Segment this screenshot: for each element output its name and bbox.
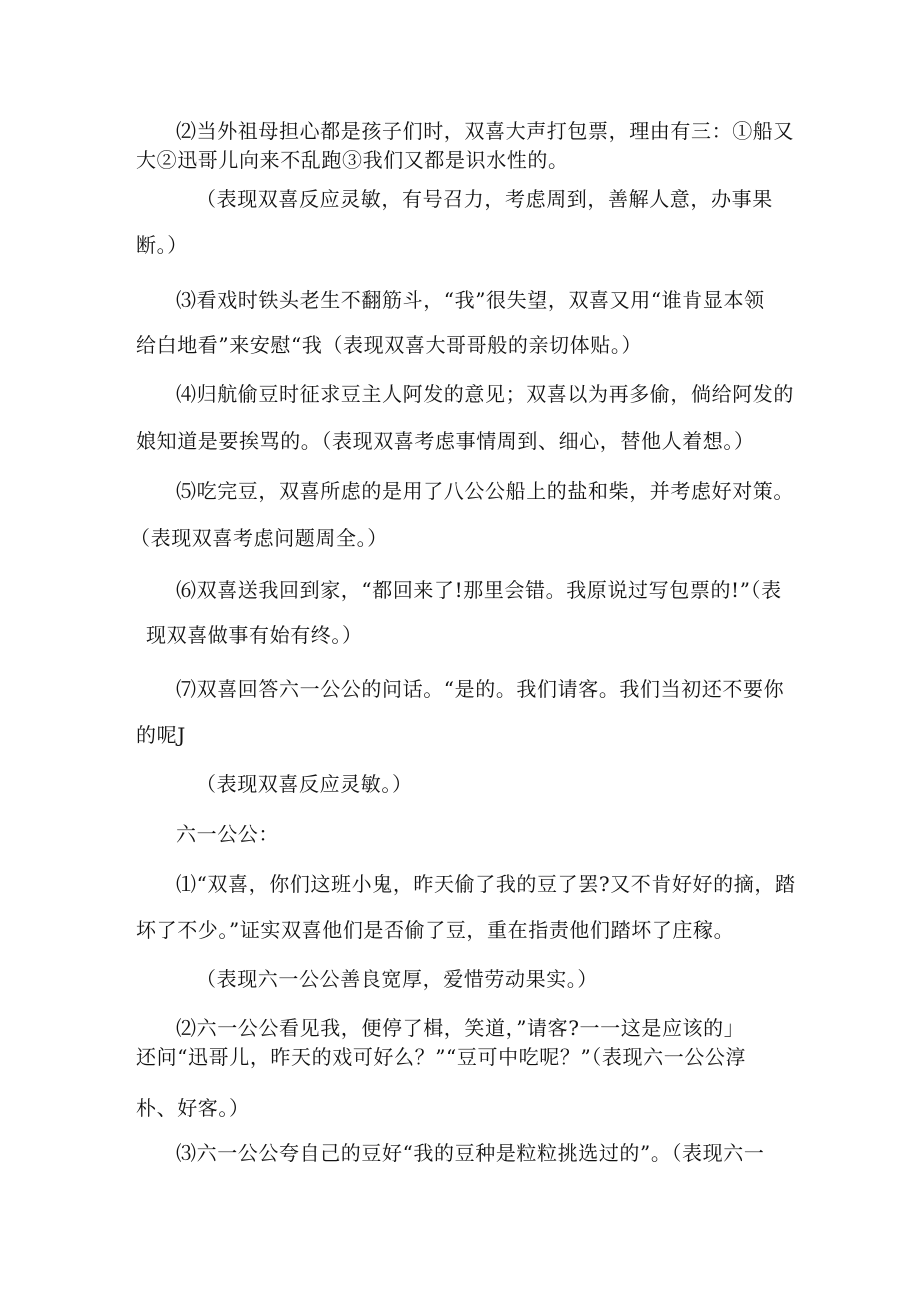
paragraph-line-8: 娘知道是要挨骂的。（表现双喜考虑事情周到、细心，替他人着想。） — [136, 429, 755, 453]
paragraph-line-15: （表现双喜反应灵敏。） — [196, 772, 413, 796]
paragraph-line-14: 的呢J — [136, 723, 186, 747]
paragraph-line-22: 朴、好客。） — [136, 1096, 250, 1120]
paragraph-line-5: ⑶看戏时铁头老生不翻筋斗，“我”很失望，双喜又用“谁肯显本领 — [176, 288, 765, 312]
paragraph-line-2: 大②迅哥儿向来不乱跑③我们又都是识水性的。 — [136, 148, 569, 172]
paragraph-line-21: 还问“迅哥儿，昨天的戏可好么？”“豆可中吃呢？”（表现六一公公淳 — [136, 1045, 747, 1069]
paragraph-line-17: ⑴“双喜，你们这班小鬼，昨天偷了我的豆了罢?又不肯好好的摘，踏 — [176, 872, 796, 896]
paragraph-line-10: （表现双喜考虑问题周全。） — [130, 526, 388, 550]
paragraph-line-4: 断。） — [136, 233, 188, 257]
paragraph-line-19: （表现六一公公善良宽厚，爱惜劳动果实。） — [196, 967, 598, 991]
paragraph-line-6: 给白地看”来安慰“我（表现双喜大哥哥般的亲切体贴。） — [136, 333, 643, 357]
paragraph-line-23: ⑶六一公公夸自己的豆好“我的豆种是粒粒挑选过的”。（表现六一 — [176, 1141, 765, 1165]
paragraph-line-9: ⑸吃完豆，双喜所虑的是用了八公公船上的盐和柴，并考虑好对策。 — [176, 479, 794, 503]
paragraph-line-7: ⑷归航偷豆时征求豆主人阿发的意见；双喜以为再多偷，倘给阿发的 — [176, 382, 794, 406]
paragraph-line-13: ⑺双喜回答六一公公的问话。“是的。我们请客。我们当初还不要你 — [176, 677, 785, 701]
paragraph-line-11: ⑹双喜送我回到家，“都回来了!那里会错。我原说过写包票的!”（表 — [176, 578, 782, 602]
paragraph-line-1: ⑵当外祖母担心都是孩子们时，双喜大声打包票，理由有三：①船又 — [176, 119, 794, 143]
paragraph-line-3: （表现双喜反应灵敏，有号召力，考虑周到，善解人意，办事果 — [196, 187, 773, 211]
paragraph-line-12: 现双喜做事有始有终。） — [146, 623, 363, 647]
section-heading-liuyi-gonggong: 六一公公： — [176, 822, 279, 846]
paragraph-line-18: 坏了不少。”证实双喜他们是否偷了豆，重在指责他们踏坏了庄稼。 — [136, 918, 735, 942]
paragraph-line-20: ⑵六一公公看见我，便停了楫，笑道，”请客?一一这是应该的」 — [176, 1016, 745, 1040]
